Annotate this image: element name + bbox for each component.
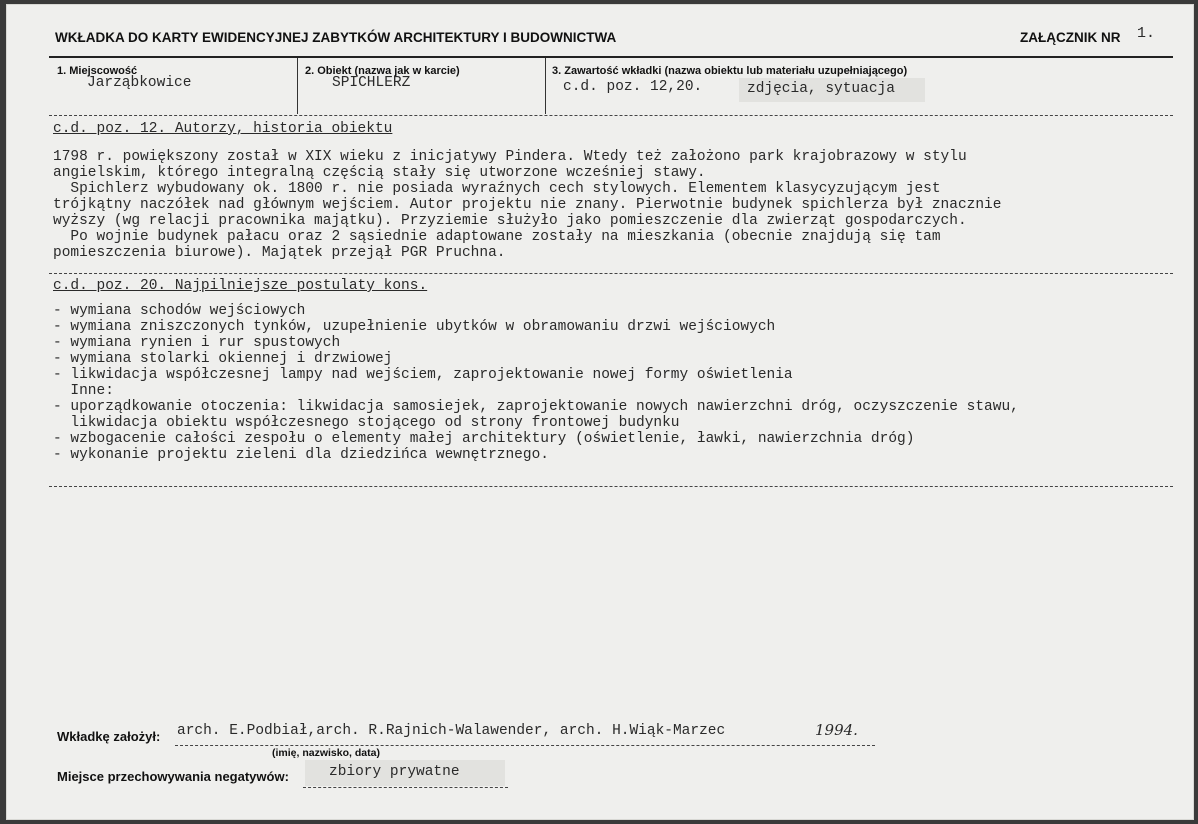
form-title: WKŁADKA DO KARTY EWIDENCYJNEJ ZABYTKÓW ARCHITEKTURY I BUDOWNICTWA <box>55 30 617 45</box>
header-rule <box>49 56 1173 58</box>
list-item: - wymiana stolarki okiennej i drzwiowej <box>53 351 393 367</box>
list-item: - wymiana zniszczonych tynków, uzupełnienie ubytków w obramowaniu drzwi wejściowych <box>53 319 776 335</box>
fields-rule <box>49 115 1173 116</box>
author-underline <box>175 745 875 746</box>
author-year: 1994. <box>815 721 858 739</box>
section1-text <box>53 149 1001 261</box>
list-item: - likwidacja współczesnej lampy nad wejściem, zaprojektowanie nowej formy oświetlenia <box>53 367 793 383</box>
object-label: 2. Obiekt (nazwa jak w karcie) <box>305 65 460 77</box>
storage-underline <box>303 787 508 788</box>
record-card <box>6 4 1194 820</box>
list-item: - uporządkowanie otoczenia: likwidacja samosiejek, zaprojektowanie nowych nawierzchni dróg, oczyszczenie stawu, <box>53 399 1019 415</box>
text-line: pomieszczenia biurowe). Majątek przejął PGR Pruchna. <box>53 245 506 261</box>
section1-heading: c.d. poz. 12. Autorzy, historia obiektu <box>53 121 393 137</box>
storage-label: Miejsce przechowywania negatywów: <box>57 769 289 784</box>
author-value: arch. E.Podbiał,arch. R.Rajnich-Walawender, arch. H.Wiąk-Marzec <box>177 723 726 739</box>
content-value: c.d. poz. 12,20. <box>563 79 703 95</box>
author-label: Wkładkę założył: <box>57 729 161 744</box>
list-item: - wymiana rynien i rur spustowych <box>53 335 341 351</box>
list-item: likwidacja obiektu współczesnego stojącego od strony frontowej budynku <box>53 415 680 431</box>
field-divider-1 <box>297 58 298 114</box>
section2-heading: c.d. poz. 20. Najpilniejsze postulaty kons. <box>53 278 428 294</box>
text-line: angielskim, którego integralną częścią stały się utworzone wcześniej stawy. <box>53 165 706 181</box>
text-line: trójkątny naczółek nad głównym wejściem. Autor projektu nie znany. Pierwotnie budynek spichlerza był znacznie <box>53 197 1002 213</box>
text-line: wyższy (wg relacji pracownika majątku). Przyziemie służyło jako pomieszczenie dla zwierząt gospodarczych. <box>53 213 967 229</box>
object-value: SPICHLERZ <box>332 75 411 91</box>
content-label: 3. Zawartość wkładki (nazwa obiektu lub materiału uzupełniającego) <box>552 65 908 77</box>
author-hint: (imię, nazwisko, data) <box>272 747 380 759</box>
attachment-number: 1. <box>1137 25 1156 42</box>
place-label: 1. Miejscowość <box>57 65 138 77</box>
section2-text <box>53 303 1019 463</box>
attachment-label: ZAŁĄCZNIK NR <box>1020 30 1121 45</box>
list-item: - wzbogacenie całości zespołu o elementy małej architektury (oświetlenie, ławki, nawierzchnia dróg) <box>53 431 915 447</box>
place-value: Jarząbkowice <box>87 75 192 91</box>
list-item: Inne: <box>53 383 114 399</box>
list-item: - wykonanie projektu zieleni dla dziedzińca wewnętrznego. <box>53 447 549 463</box>
section-rule <box>49 273 1173 274</box>
text-line: Po wojnie budynek pałacu oraz 2 sąsiednie adaptowane zostały na mieszkania (obecnie znajdują się tam <box>53 229 941 245</box>
list-item: - wymiana schodów wejściowych <box>53 303 306 319</box>
text-line: 1798 r. powiększony został w XIX wieku z inicjatywy Pindera. Wtedy też założono park krajobrazowy w stylu <box>53 149 967 165</box>
content-end-rule <box>49 486 1173 487</box>
content-pasted: zdjęcia, sytuacja <box>747 81 895 97</box>
text-line: Spichlerz wybudowany ok. 1800 r. nie posiada wyraźnych cech stylowych. Elementem klasycyzującym jest <box>53 181 941 197</box>
field-divider-2 <box>545 58 546 114</box>
storage-value: zbiory prywatne <box>329 764 460 780</box>
